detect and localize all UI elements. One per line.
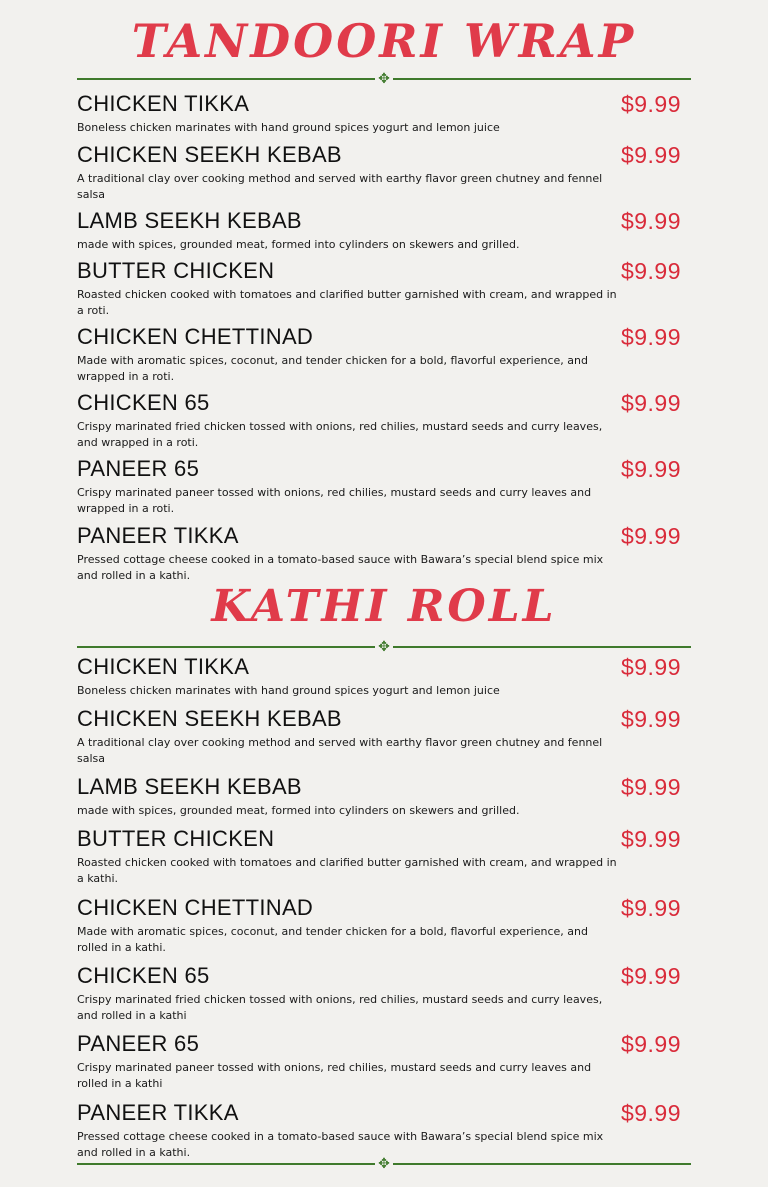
item-name: PANEER 65 <box>77 456 200 481</box>
menu-item <box>77 706 691 767</box>
item-description: Made with aromatic spices, coconut, and tender chicken for a bold, flavorful experience, and rolled in a kathi. <box>77 925 588 954</box>
item-description: made with spices, grounded meat, formed into cylinders on skewers and grilled. <box>77 238 520 251</box>
menu-item <box>77 91 691 136</box>
item-price: $9.99 <box>620 258 681 284</box>
item-price: $9.99 <box>620 895 681 921</box>
item-name: CHICKEN 65 <box>77 963 210 988</box>
item-description: Crispy marinated paneer tossed with onions, red chilies, mustard seeds and curry leaves and rolled in a kathi <box>77 1061 592 1090</box>
item-price: $9.99 <box>620 654 681 680</box>
item-price: $9.99 <box>620 706 681 732</box>
item-name: CHICKEN CHETTINAD <box>77 895 314 920</box>
item-description: Crispy marinated paneer tossed with onions, red chilies, mustard seeds and curry leaves and wrapped in a roti. <box>77 486 592 515</box>
item-name: CHICKEN 65 <box>77 390 210 415</box>
item-name: PANEER TIKKA <box>77 523 239 548</box>
item-price: $9.99 <box>620 324 681 350</box>
menu-item <box>77 654 691 699</box>
item-price: $9.99 <box>620 826 681 852</box>
item-description: A traditional clay over cooking method and served with earthy flavor green chutney and fennel salsa <box>77 172 603 201</box>
section-divider <box>77 1158 691 1170</box>
item-price: $9.99 <box>620 1100 681 1126</box>
menu-item <box>77 963 691 1024</box>
menu-item <box>77 895 691 956</box>
fleur-divider-icon: ✥ <box>375 1155 393 1173</box>
section-title-kathi-roll: KATHI ROLL <box>211 581 557 632</box>
menu-item <box>77 390 691 451</box>
menu-item <box>77 258 691 319</box>
item-price: $9.99 <box>620 208 681 234</box>
item-name: LAMB SEEKH KEBAB <box>77 774 302 799</box>
item-price: $9.99 <box>620 963 681 989</box>
section-divider <box>77 73 691 85</box>
item-price: $9.99 <box>620 390 681 416</box>
item-description: Crispy marinated fried chicken tossed with onions, red chilies, mustard seeds and curry leaves, and rolled in a kathi <box>77 993 603 1022</box>
menu-item <box>77 1031 691 1092</box>
item-price: $9.99 <box>620 774 681 800</box>
menu-item <box>77 826 691 887</box>
item-price: $9.99 <box>620 91 681 117</box>
item-description: made with spices, grounded meat, formed into cylinders on skewers and grilled. <box>77 804 520 817</box>
fleur-divider-icon: ✥ <box>375 638 393 656</box>
menu-item <box>77 774 691 819</box>
item-description: A traditional clay over cooking method and served with earthy flavor green chutney and fennel salsa <box>77 736 603 765</box>
item-description: Roasted chicken cooked with tomatoes and clarified butter garnished with cream, and wrapped in a roti. <box>77 288 617 317</box>
menu-item <box>77 324 691 385</box>
menu-item <box>77 456 691 517</box>
fleur-divider-icon: ✥ <box>375 70 393 88</box>
item-description: Pressed cottage cheese cooked in a tomato-based sauce with Bawara’s special blend spice mix and rolled in a kathi. <box>77 1130 604 1159</box>
item-price: $9.99 <box>620 523 681 549</box>
item-price: $9.99 <box>620 142 681 168</box>
item-name: CHICKEN SEEKH KEBAB <box>77 706 342 731</box>
item-description: Crispy marinated fried chicken tossed with onions, red chilies, mustard seeds and curry leaves, and wrapped in a roti. <box>77 420 603 449</box>
menu-item <box>77 208 691 253</box>
item-description: Boneless chicken marinates with hand ground spices yogurt and lemon juice <box>77 684 500 697</box>
item-name: BUTTER CHICKEN <box>77 826 275 851</box>
item-name: CHICKEN CHETTINAD <box>77 324 314 349</box>
item-description: Roasted chicken cooked with tomatoes and clarified butter garnished with cream, and wrapped in a kathi. <box>77 856 617 885</box>
menu-item <box>77 142 691 203</box>
item-description: Pressed cottage cheese cooked in a tomato-based sauce with Bawara’s special blend spice mix and rolled in a kathi. <box>77 553 604 582</box>
item-name: PANEER TIKKA <box>77 1100 239 1125</box>
item-description: Boneless chicken marinates with hand ground spices yogurt and lemon juice <box>77 121 500 134</box>
item-price: $9.99 <box>620 456 681 482</box>
item-price: $9.99 <box>620 1031 681 1057</box>
item-name: PANEER 65 <box>77 1031 200 1056</box>
item-name: CHICKEN TIKKA <box>77 654 250 679</box>
section-divider <box>77 641 691 653</box>
menu-item <box>77 523 691 584</box>
item-name: CHICKEN SEEKH KEBAB <box>77 142 342 167</box>
section-title-tandoori-wrap: TANDOORI WRAP <box>131 14 637 68</box>
item-name: CHICKEN TIKKA <box>77 91 250 116</box>
item-name: LAMB SEEKH KEBAB <box>77 208 302 233</box>
item-description: Made with aromatic spices, coconut, and tender chicken for a bold, flavorful experience, and wrapped in a roti. <box>77 354 588 383</box>
menu-item <box>77 1100 691 1161</box>
item-name: BUTTER CHICKEN <box>77 258 275 283</box>
